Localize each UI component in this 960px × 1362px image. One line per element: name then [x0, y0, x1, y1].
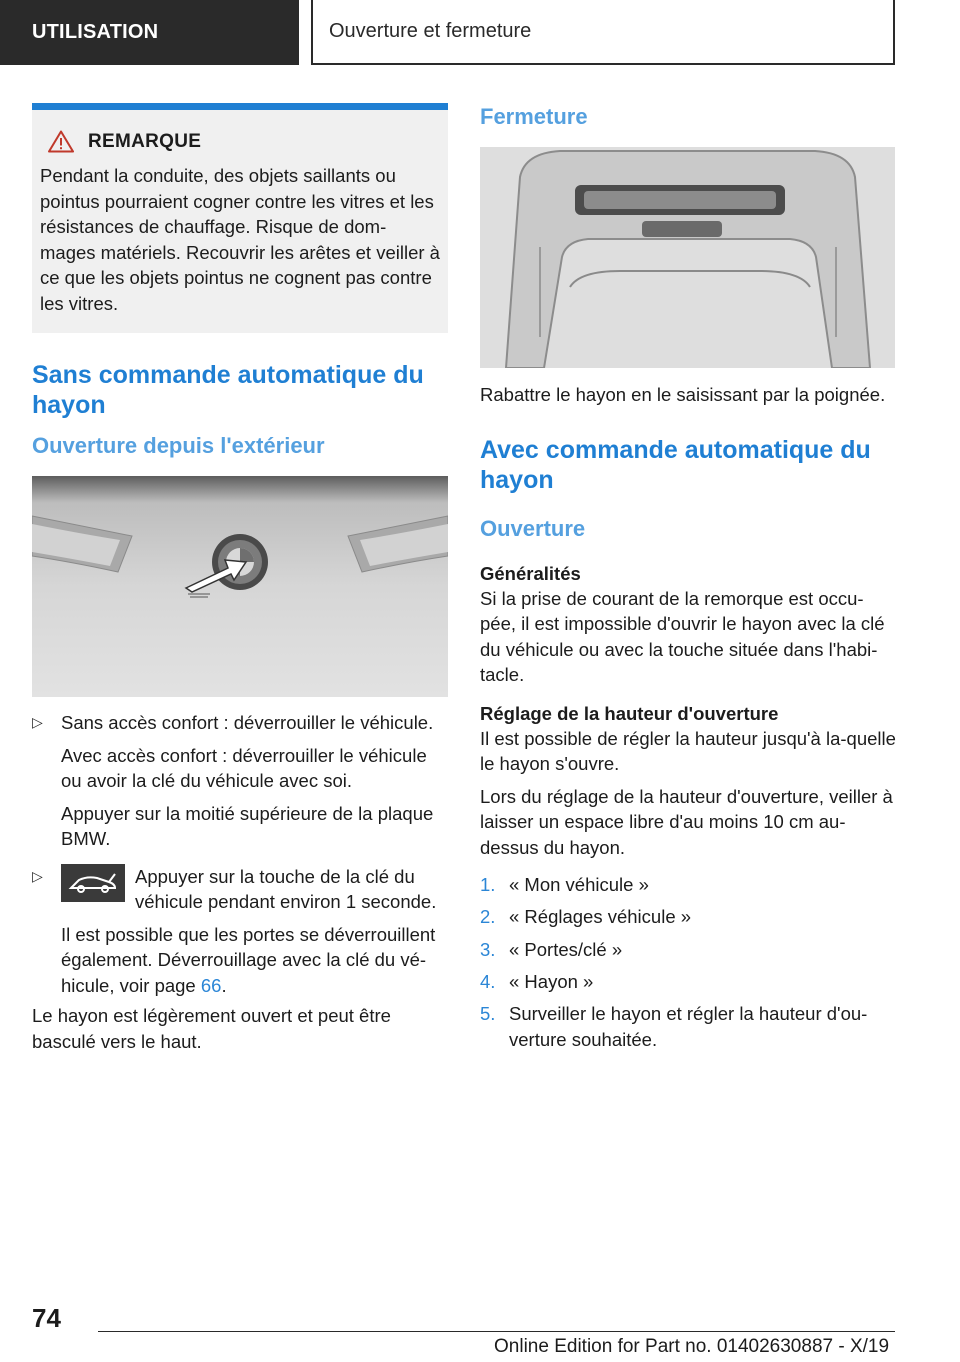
tailgate-interior-illustration [480, 147, 895, 368]
doors-text-end: . [221, 974, 227, 996]
notice-heading [48, 130, 440, 153]
warning-triangle-icon [48, 130, 74, 153]
step-item [480, 969, 896, 995]
step-item [480, 872, 896, 898]
step-number: 5. [480, 1003, 496, 1025]
step-text: « Hayon » [509, 970, 594, 992]
steps-list [480, 872, 896, 1052]
closing-caption: Rabattre le hayon en le saisissant par la poignée. [480, 384, 886, 405]
bullet-list-exterior [32, 710, 448, 998]
page-link[interactable]: 66 [200, 974, 222, 996]
tailgate-handle-drawing [480, 147, 895, 368]
general-text: Si la prise de courant de la remorque est occu-pée, il est impossible d'ouvrir le hayon avec la clé du véhicule ou avec la touche située dans l'habi-tacle. [480, 587, 885, 685]
step-number: 4. [480, 970, 496, 992]
tailgate-exterior-illustration [32, 476, 448, 697]
bullet-triangle-icon: ▷ [32, 714, 43, 730]
tailgate-badge-drawing [32, 476, 448, 697]
header-title: Ouverture et fermeture [329, 20, 532, 42]
bullet-text-key: Appuyer sur la touche de la clé du véhicule pendant environ 1 seconde. [135, 865, 437, 912]
step-number: 2. [480, 906, 496, 928]
step-text: « Portes/clé » [509, 938, 623, 960]
step-item [480, 937, 896, 963]
list-item [32, 710, 448, 852]
subheading-opening: Ouverture [480, 515, 586, 541]
height-text-2: Lors du réglage de la hauteur d'ouverture, veiller à laisser un espace libre d'au moins 10 cm au-dessus du hayon. [480, 785, 893, 858]
list-item [32, 864, 448, 999]
right-column [480, 103, 896, 1059]
subheading-exterior-opening: Ouverture depuis l'extérieur [32, 433, 325, 458]
footer-edition: Online Edition for Part no. 01402630887 - X/19 [494, 1336, 890, 1357]
step-number: 3. [480, 938, 496, 960]
section-heading-manual: Sans commande automatique du hayon [32, 361, 424, 419]
header-section-label: UTILISATION [32, 21, 159, 43]
bullet-triangle-icon: ▷ [32, 867, 43, 884]
notice-title: REMARQUE [88, 130, 202, 152]
step-number: 1. [480, 874, 496, 895]
bullet-text-comfort: Avec accès confort : déverrouiller le véhicule ou avoir la clé du véhicule avec soi. [61, 744, 427, 791]
doors-text: Il est possible que les portes se déverrouillent également. Déverrouillage avec la clé du vé-hicule, voir page [61, 923, 436, 996]
left-column [32, 103, 448, 1054]
header-title-tab [311, 0, 895, 65]
heading-height-setting: Réglage de la hauteur d'ouverture [480, 702, 779, 724]
step-text: « Mon véhicule » [509, 874, 649, 895]
notice-box [32, 103, 448, 333]
key-tailgate-button-icon [61, 864, 125, 902]
footer-divider [98, 1331, 895, 1332]
subheading-closing: Fermeture [480, 104, 588, 129]
step-item [480, 904, 896, 930]
bullet-text: Sans accès confort : déverrouiller le véhicule. [61, 712, 434, 733]
bullet-text-doors [61, 922, 448, 999]
page-number: 74 [32, 1303, 61, 1333]
step-text: « Réglages véhicule » [509, 906, 692, 928]
tailgate-paragraph: Le hayon est légèrement ouvert et peut être basculé vers le haut. [32, 1005, 391, 1052]
height-text-1: Il est possible de régler la hauteur jusqu'à la-quelle le hayon s'ouvre. [480, 727, 896, 774]
bullet-text-press: Appuyer sur la moitié supérieure de la plaque BMW. [61, 802, 434, 849]
section-heading-automatic: Avec commande automatique du hayon [480, 435, 871, 494]
step-text: Surveiller le hayon et régler la hauteur d'ou-verture souhaitée. [509, 1003, 868, 1050]
step-item [480, 1001, 896, 1052]
header-section-tab [0, 0, 299, 65]
heading-general: Généralités [480, 562, 581, 584]
notice-text: Pendant la conduite, des objets saillants ou pointus pourraient cogner contre les vitres et les résistances de chauffage. Risque de dom-mages matériels. Recouvrir les arêtes et veiller à ce que les objets pointus ne cognent pas contre les vitres. [40, 165, 440, 314]
